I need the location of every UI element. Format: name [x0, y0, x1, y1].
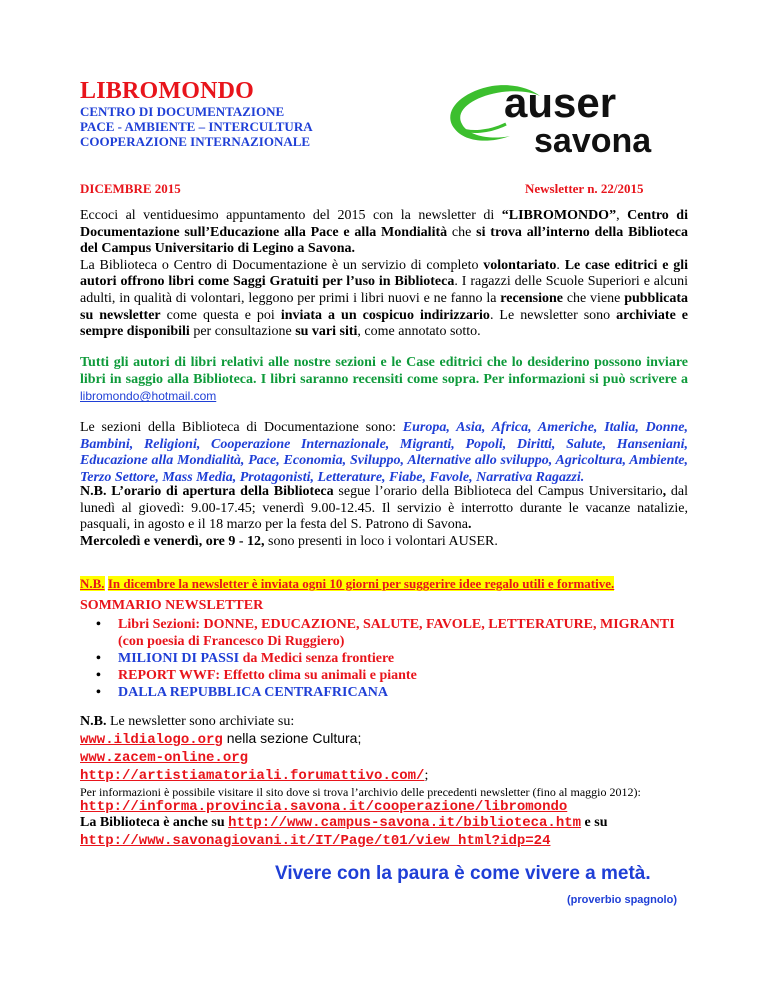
- logo-word-savona: savona: [534, 122, 652, 160]
- summary-item-1: • Libri Sezioni: DONNE, EDUCAZIONE, SALUTE, FAVOLE, LETTERATURE, MIGRANTI (con poesia di Francesco Di Ruggiero): [96, 616, 696, 650]
- quote-source: (proverbio spagnolo): [567, 894, 677, 906]
- sections-list: Europa, Asia, Africa, Americhe, Italia, Donne, Bambini, Religioni, Cooperazione Internazionale, Migranti, Popoli, Diritti, Salute, Hanseniani, Educazione alla Mondialità, Pace, Economia, Sviluppo, Alternative allo sviluppo, Agricoltura, Ambiente, Terzo Settore, Mass Media, Protagonisti, Letterature, Fiabe, Favole, Narrativa Ragazzi.: [80, 420, 689, 485]
- summary-title: SOMMARIO NEWSLETTER: [80, 598, 264, 613]
- summary-item-3: • REPORT WWF: Effetto clima su animali e piante: [96, 667, 696, 684]
- summary-item-4: • DALLA REPUBBLICA CENTRAFRICANA: [96, 684, 696, 701]
- quote-text: Vivere con la paura è come vivere a metà.: [275, 863, 651, 884]
- email-link[interactable]: libromondo@hotmail.com: [80, 389, 217, 404]
- archive-section: N.B. Le newsletter sono archiviate su: www.ildialogo.org nella sezione Cultura; www.zacem-online.org http://artistiamatoriali.forumattivo.com/; Per informazioni è possibile visitare il sito dove si trova l’archivio delle precedenti newsletter (fino al maggio 2012): http://informa.provincia.savona.it/cooperazione/libromondo La Biblioteca è anche su http://www.campus-savona.it/biblioteca.htm e su http://www.savonagiovani.it/IT/Page/t01/view_html?idp=24: [80, 714, 641, 849]
- link-ildialogo[interactable]: www.ildialogo.org: [80, 732, 223, 748]
- logo-word-auser: auser: [504, 79, 617, 126]
- link-zacem[interactable]: www.zacem-online.org: [80, 750, 249, 766]
- auser-logo: [440, 74, 660, 164]
- issue-date: DICEMBRE 2015: [80, 181, 181, 196]
- summary-item-2: • MILIONI DI PASSI da Medici senza frontiere: [96, 650, 696, 667]
- hours-paragraph: N.B. L’orario di apertura della Biblioteca segue l’orario della Biblioteca del Campus Universitario, dal lunedì al giovedì: 9.00-17.45; venerdì 9.00-12.45. Il servizio è interrotto durante le vacanze natalizie, pasquali, in agosto e il 18 marzo per la festa del S. Patrono di Savona. Mercoledì e venerdì, ore 9 - 12, sono presenti in loco i volontari AUSER.: [80, 484, 688, 549]
- center-line-3: COOPERAZIONE INTERNAZIONALE: [80, 134, 311, 149]
- sections-paragraph: Le sezioni della Biblioteca di Documentazione sono: Europa, Asia, Africa, Americhe, Italia, Donne, Bambini, Religioni, Cooperazione Internazionale, Migranti, Popoli, Diritti, Salute, Hanseniani, Educazione alla Mondialità, Pace, Economia, Sviluppo, Alternative allo sviluppo, Agricoltura, Ambiente, Terzo Settore, Mass Media, Protagonisti, Letterature, Fiabe, Favole, Narrativa Ragazzi.: [80, 420, 689, 485]
- link-informa-provincia[interactable]: http://informa.provincia.savona.it/cooperazione/libromondo: [80, 799, 568, 815]
- center-line-2: PACE - AMBIENTE – INTERCULTURA: [80, 119, 313, 134]
- link-savonagiovani[interactable]: http://www.savonagiovani.it/IT/Page/t01/view_html?idp=24: [80, 833, 551, 849]
- center-line-1: CENTRO DI DOCUMENTAZIONE: [80, 104, 285, 119]
- intro-paragraph: Eccoci al ventiduesimo appuntamento del 2015 con la newsletter di “LIBROMONDO”, Centro di Documentazione sull’Educazione alla Pace e alla Mondialità che si trova all’interno della Biblioteca del Campus Universitario di Legino a Savona. La Biblioteca o Centro di Documentazione è un servizio di completo volontariato. Le case editrici e gli autori offrono libri come Saggi Gratuiti per l’uso in Biblioteca. I ragazzi delle Scuole Superiori e alcuni adulti, in qualità di volontari, leggono per primi i libri nuovi e ne fanno la recensione che viene pubblicata su newsletter come questa e poi inviata a un cospicuo indirizzario. Le newsletter sono archiviate e sempre disponibili per consultazione su vari siti, come annotato sotto.: [80, 208, 689, 340]
- issue-number: Newsletter n. 22/2015: [525, 181, 644, 196]
- brand-title: LIBROMONDO: [80, 78, 255, 104]
- link-artistiamatoriali[interactable]: http://artistiamatoriali.forumattivo.com/: [80, 768, 425, 784]
- summary-list: [96, 616, 696, 701]
- call-for-books: Tutti gli autori di libri relativi alle nostre sezioni e le Case editrici che lo desiderino possono inviare libri in saggio alla Biblioteca. I libri saranno recensiti come sopra. Per informazioni si può scrivere a libromondo@hotmail.com: [80, 355, 688, 404]
- notice-banner: N.B. In dicembre la newsletter è inviata ogni 10 giorni per suggerire idee regalo utili e formative.: [80, 576, 615, 591]
- link-campus-savona[interactable]: http://www.campus-savona.it/biblioteca.htm: [228, 815, 582, 831]
